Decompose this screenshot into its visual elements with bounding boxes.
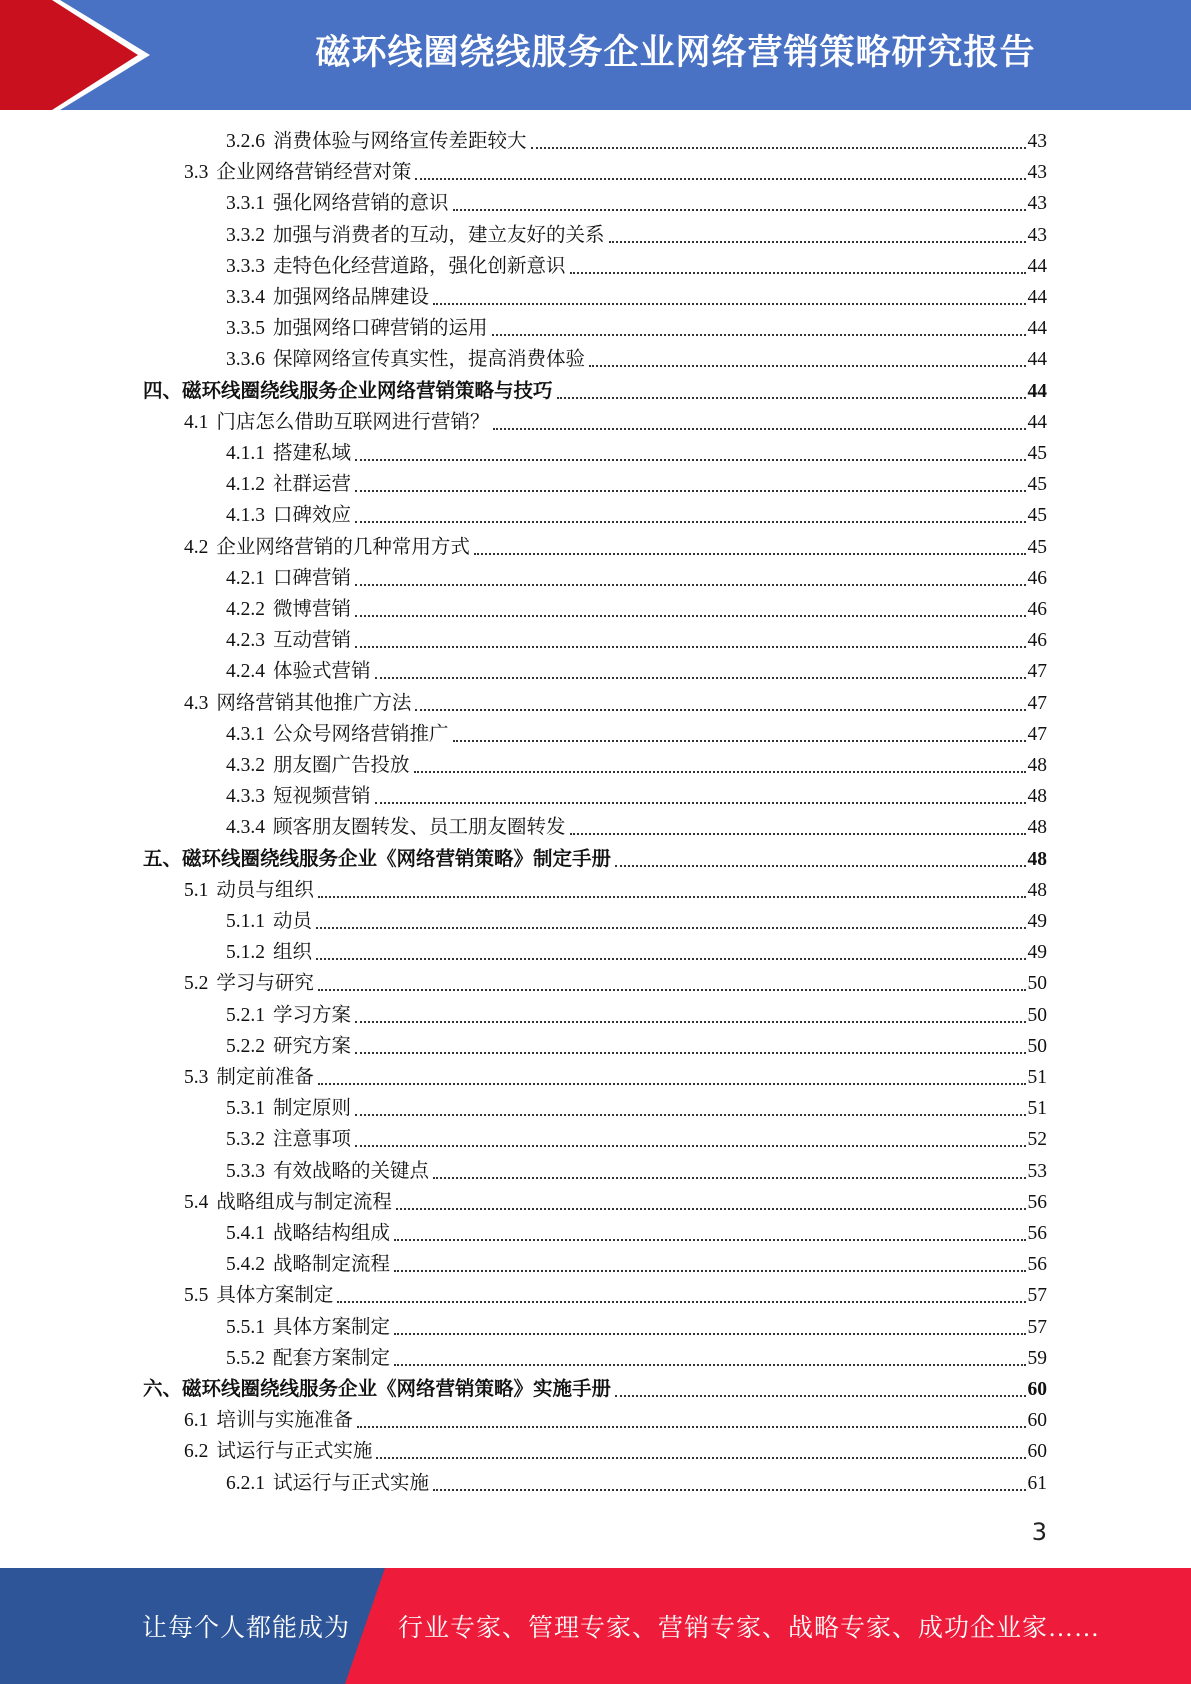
toc-entry-number: 4.1 bbox=[184, 411, 209, 433]
toc-entry[interactable] bbox=[226, 1469, 1047, 1499]
toc-entry-number: 5.3.1 bbox=[226, 1098, 265, 1120]
toc-entry-page: 48 bbox=[1027, 786, 1047, 808]
toc-entry-number: 5.4.2 bbox=[226, 1254, 265, 1276]
toc-entry-title: 试运行与正式实施 bbox=[273, 1472, 430, 1494]
toc-entry-number: 5.5.2 bbox=[226, 1347, 265, 1369]
toc-entry-title: 注意事项 bbox=[273, 1129, 352, 1151]
toc-entry-page: 50 bbox=[1027, 1004, 1047, 1026]
toc-entry-number: 4.3.2 bbox=[226, 755, 265, 776]
toc-entry-number: 5.3.2 bbox=[226, 1129, 265, 1151]
toc-dot-leader bbox=[531, 147, 1026, 149]
toc-entry-title: 动员 bbox=[273, 911, 313, 932]
toc-dot-leader bbox=[615, 865, 1025, 867]
toc-entry[interactable] bbox=[226, 439, 1047, 469]
toc-entry-page: 46 bbox=[1027, 630, 1047, 652]
toc-entry-title: 朋友圈广告投放 bbox=[273, 755, 410, 776]
toc-dot-leader bbox=[570, 833, 1026, 835]
toc-entry[interactable] bbox=[226, 1001, 1047, 1031]
toc-entry-page: 52 bbox=[1027, 1129, 1047, 1151]
toc-entry-number: 六、 bbox=[143, 1379, 183, 1400]
toc-entry-number: 5.2.1 bbox=[226, 1004, 265, 1026]
toc-entry[interactable] bbox=[226, 782, 1047, 812]
toc-entry-title: 有效战略的关键点 bbox=[273, 1160, 430, 1182]
toc-entry-page: 59 bbox=[1027, 1347, 1047, 1369]
toc-entry-number: 5.1 bbox=[184, 879, 209, 901]
toc-entry[interactable] bbox=[226, 189, 1047, 219]
toc-entry-title: 体验式营销 bbox=[273, 661, 371, 683]
toc-entry[interactable] bbox=[184, 876, 1047, 906]
toc-entry-title: 具体方案制定 bbox=[216, 1285, 334, 1307]
toc-entry-page: 47 bbox=[1027, 723, 1047, 745]
toc-entry-number: 4.3.1 bbox=[226, 723, 265, 745]
toc-entry[interactable] bbox=[226, 1125, 1047, 1155]
toc-dot-leader bbox=[357, 1426, 1026, 1428]
toc-entry-title: 战略制定流程 bbox=[273, 1254, 391, 1276]
toc-entry-title: 微博营销 bbox=[273, 599, 352, 620]
toc-entry[interactable] bbox=[143, 845, 1047, 875]
toc-entry[interactable] bbox=[226, 751, 1047, 781]
toc-entry-number: 4.3.3 bbox=[226, 786, 265, 808]
toc-dot-leader bbox=[355, 490, 1025, 492]
toc-entry-page: 43 bbox=[1027, 193, 1047, 215]
toc-entry-title: 强化网络营销的意识 bbox=[273, 193, 449, 215]
toc-dot-leader bbox=[355, 615, 1025, 617]
toc-entry-number: 3.2.6 bbox=[226, 131, 265, 152]
toc-entry-title: 互动营销 bbox=[273, 630, 352, 652]
toc-dot-leader bbox=[396, 1208, 1026, 1210]
toc-entry[interactable] bbox=[184, 1281, 1047, 1311]
toc-entry[interactable] bbox=[184, 533, 1047, 563]
page-header bbox=[0, 0, 1191, 110]
toc-entry[interactable] bbox=[226, 470, 1047, 500]
toc-entry-page: 48 bbox=[1027, 755, 1047, 776]
toc-entry-number: 3.3.4 bbox=[226, 287, 265, 308]
toc-entry-number: 4.3 bbox=[184, 692, 209, 714]
toc-entry-title: 研究方案 bbox=[273, 1035, 352, 1057]
toc-entry-title: 顾客朋友圈转发、员工朋友圈转发 bbox=[273, 817, 566, 839]
toc-entry[interactable] bbox=[184, 1188, 1047, 1218]
toc-entry[interactable] bbox=[184, 158, 1047, 188]
toc-entry-number: 5.2.2 bbox=[226, 1035, 265, 1057]
toc-entry[interactable] bbox=[226, 1032, 1047, 1062]
toc-entry-number: 四、 bbox=[143, 380, 183, 402]
toc-entry-page: 46 bbox=[1027, 567, 1047, 589]
toc-entry-number: 4.3.4 bbox=[226, 817, 265, 839]
toc-entry-number: 6.2 bbox=[184, 1441, 209, 1463]
toc-dot-leader bbox=[355, 646, 1025, 648]
toc-entry-title: 企业网络营销的几种常用方式 bbox=[216, 536, 470, 558]
toc-entry-page: 61 bbox=[1027, 1472, 1047, 1494]
toc-entry-number: 4.2.1 bbox=[226, 567, 265, 589]
toc-entry[interactable] bbox=[184, 689, 1047, 719]
toc-dot-leader bbox=[316, 958, 1025, 960]
toc-dot-leader bbox=[394, 1364, 1025, 1366]
toc-dot-leader bbox=[433, 1489, 1025, 1491]
toc-entry[interactable] bbox=[226, 813, 1047, 843]
toc-entry-title: 培训与实施准备 bbox=[216, 1410, 353, 1432]
toc-entry[interactable] bbox=[226, 1344, 1047, 1374]
toc-entry[interactable] bbox=[226, 1094, 1047, 1124]
toc-entry-number: 5.4.1 bbox=[226, 1223, 265, 1244]
toc-entry[interactable] bbox=[226, 252, 1047, 282]
toc-entry-title: 试运行与正式实施 bbox=[216, 1441, 373, 1463]
toc-entry[interactable] bbox=[226, 626, 1047, 656]
toc-entry-page: 60 bbox=[1027, 1441, 1047, 1463]
toc-entry-title: 口碑营销 bbox=[273, 567, 352, 589]
toc-dot-leader bbox=[492, 334, 1026, 336]
toc-entry[interactable] bbox=[226, 657, 1047, 687]
toc-entry-page: 56 bbox=[1027, 1223, 1047, 1244]
footer-slogan-left: 让每个人都能成为 bbox=[142, 1615, 351, 1642]
toc-dot-leader bbox=[557, 397, 1026, 399]
toc-entry-number: 3.3 bbox=[184, 162, 209, 184]
toc-dot-leader bbox=[493, 428, 1025, 430]
toc-dot-leader bbox=[375, 677, 1026, 679]
footer-slogan-right: 行业专家、管理专家、营销专家、战略专家、成功企业家…… bbox=[398, 1615, 1101, 1642]
toc-dot-leader bbox=[453, 209, 1026, 211]
toc-entry-number: 4.2 bbox=[184, 536, 209, 558]
toc-entry-title: 具体方案制定 bbox=[273, 1316, 391, 1338]
toc-dot-leader bbox=[589, 365, 1025, 367]
toc-dot-leader bbox=[318, 896, 1026, 898]
toc-entry-page: 45 bbox=[1027, 443, 1047, 464]
toc-dot-leader bbox=[355, 1145, 1025, 1147]
toc-dot-leader bbox=[355, 459, 1025, 461]
toc-entry-title: 战略组成与制定流程 bbox=[216, 1191, 392, 1213]
report-title: 磁环线圈绕线服务企业网络营销策略研究报告 bbox=[315, 33, 1036, 73]
page-footer bbox=[0, 1568, 1191, 1684]
toc-entry[interactable] bbox=[226, 720, 1047, 750]
toc-entry[interactable] bbox=[226, 1219, 1047, 1249]
toc-entry-page: 51 bbox=[1027, 1067, 1047, 1088]
toc-entry-page: 44 bbox=[1027, 349, 1047, 371]
toc-entry-page: 47 bbox=[1027, 692, 1047, 714]
toc-entry-title: 公众号网络营销推广 bbox=[273, 723, 449, 745]
toc-entry-title: 口碑效应 bbox=[273, 505, 352, 527]
toc-dot-leader bbox=[355, 521, 1025, 523]
toc-entry-number: 3.3.6 bbox=[226, 349, 265, 371]
toc-entry-title: 短视频营销 bbox=[273, 786, 371, 808]
toc-entry-page: 48 bbox=[1027, 817, 1047, 839]
toc-entry-number: 5.5 bbox=[184, 1285, 209, 1307]
toc-entry-number: 3.3.2 bbox=[226, 224, 265, 246]
toc-dot-leader bbox=[318, 1083, 1026, 1085]
toc-dot-leader bbox=[376, 1457, 1025, 1459]
toc-dot-leader bbox=[355, 1052, 1025, 1054]
toc-entry-number: 4.2.4 bbox=[226, 661, 265, 683]
toc-entry-title: 保障网络宣传真实性，提高消费体验 bbox=[273, 349, 586, 371]
toc-dot-leader bbox=[609, 241, 1026, 243]
toc-dot-leader bbox=[355, 584, 1025, 586]
toc-entry-title: 搭建私域 bbox=[273, 443, 352, 464]
toc-entry-title: 磁环线圈绕线服务企业网络营销策略与技巧 bbox=[182, 380, 553, 402]
toc-entry[interactable] bbox=[184, 1063, 1047, 1093]
toc-entry[interactable] bbox=[184, 408, 1047, 438]
toc-entry-page: 43 bbox=[1027, 224, 1047, 246]
toc-entry[interactable] bbox=[184, 1437, 1047, 1467]
toc-entry-page: 43 bbox=[1027, 162, 1047, 184]
toc-entry-page: 44 bbox=[1027, 255, 1047, 277]
toc-entry-page: 50 bbox=[1027, 1035, 1047, 1057]
toc-dot-leader bbox=[355, 1021, 1025, 1023]
toc-entry-title: 制定前准备 bbox=[216, 1067, 314, 1088]
toc-entry-title: 消费体验与网络宣传差距较大 bbox=[273, 131, 527, 152]
toc-entry-title: 磁环线圈绕线服务企业《网络营销策略》制定手册 bbox=[182, 848, 612, 870]
toc-entry[interactable] bbox=[226, 564, 1047, 594]
toc-entry-page: 60 bbox=[1027, 1410, 1047, 1432]
toc-entry-number: 6.2.1 bbox=[226, 1472, 265, 1494]
toc-entry-page: 45 bbox=[1027, 505, 1047, 527]
toc-entry-page: 43 bbox=[1027, 131, 1047, 152]
toc-entry[interactable] bbox=[226, 1157, 1047, 1187]
toc-entry-number: 4.1.2 bbox=[226, 474, 265, 496]
toc-entry-number: 5.2 bbox=[184, 973, 209, 995]
page-number: 3 bbox=[1031, 1518, 1047, 1546]
toc-entry-page: 44 bbox=[1027, 380, 1047, 402]
toc-entry-page: 48 bbox=[1027, 848, 1047, 870]
toc-entry[interactable] bbox=[226, 314, 1047, 344]
toc-entry-title: 加强网络口碑营销的运用 bbox=[273, 318, 488, 340]
toc-entry[interactable] bbox=[226, 595, 1047, 625]
toc-entry-number: 4.2.3 bbox=[226, 630, 265, 652]
toc-entry-page: 44 bbox=[1027, 411, 1047, 433]
toc-dot-leader bbox=[453, 740, 1026, 742]
toc-entry-title: 磁环线圈绕线服务企业《网络营销策略》实施手册 bbox=[182, 1379, 612, 1400]
toc-entry[interactable] bbox=[226, 907, 1047, 937]
toc-entry-title: 企业网络营销经营对策 bbox=[216, 162, 412, 184]
toc-entry-number: 5.5.1 bbox=[226, 1316, 265, 1338]
toc-entry-number: 五、 bbox=[143, 848, 183, 870]
toc-entry-number: 5.1.2 bbox=[226, 942, 265, 964]
toc-entry-page: 47 bbox=[1027, 661, 1047, 683]
toc-entry[interactable] bbox=[226, 1250, 1047, 1280]
toc-entry[interactable] bbox=[184, 969, 1047, 999]
toc-dot-leader bbox=[394, 1239, 1025, 1241]
toc-entry-page: 50 bbox=[1027, 973, 1047, 995]
toc-entry-title: 加强与消费者的互动，建立友好的关系 bbox=[273, 224, 605, 246]
toc-dot-leader bbox=[355, 1114, 1025, 1116]
toc-entry-page: 56 bbox=[1027, 1191, 1047, 1213]
toc-entry-title: 门店怎么借助互联网进行营销？ bbox=[216, 411, 490, 433]
toc-dot-leader bbox=[615, 1395, 1025, 1397]
toc-entry-number: 5.1.1 bbox=[226, 911, 265, 932]
toc-entry-page: 60 bbox=[1027, 1379, 1047, 1400]
toc-entry-page: 44 bbox=[1027, 287, 1047, 308]
toc-entry[interactable] bbox=[226, 127, 1047, 157]
toc-entry-page: 56 bbox=[1027, 1254, 1047, 1276]
toc-entry-number: 3.3.3 bbox=[226, 255, 265, 277]
toc-dot-leader bbox=[394, 1270, 1025, 1272]
toc-entry[interactable] bbox=[143, 377, 1047, 407]
toc-entry-page: 57 bbox=[1027, 1316, 1047, 1338]
toc-entry[interactable] bbox=[226, 1313, 1047, 1343]
toc-entry-number: 3.3.1 bbox=[226, 193, 265, 215]
toc-dot-leader bbox=[415, 178, 1025, 180]
toc-dot-leader bbox=[318, 989, 1026, 991]
toc-dot-leader bbox=[433, 303, 1025, 305]
toc-entry-page: 49 bbox=[1027, 942, 1047, 964]
toc-entry-title: 学习与研究 bbox=[216, 973, 314, 995]
toc-entry[interactable] bbox=[226, 283, 1047, 313]
toc-entry-page: 49 bbox=[1027, 911, 1047, 932]
toc-entry-page: 51 bbox=[1027, 1098, 1047, 1120]
toc-entry-number: 4.1.3 bbox=[226, 505, 265, 527]
toc-entry-title: 走特色化经营道路，强化创新意识 bbox=[273, 255, 566, 277]
toc-entry-number: 4.2.2 bbox=[226, 599, 265, 620]
toc-entry-page: 45 bbox=[1027, 536, 1047, 558]
toc-entry-page: 53 bbox=[1027, 1160, 1047, 1182]
toc-entry-title: 组织 bbox=[273, 942, 313, 964]
toc-dot-leader bbox=[337, 1301, 1025, 1303]
toc-entry-page: 57 bbox=[1027, 1285, 1047, 1307]
toc-entry-title: 战略结构组成 bbox=[273, 1223, 391, 1244]
toc-entry-number: 5.4 bbox=[184, 1191, 209, 1213]
toc-dot-leader bbox=[316, 927, 1025, 929]
toc-entry-page: 46 bbox=[1027, 599, 1047, 620]
toc-entry-number: 3.3.5 bbox=[226, 318, 265, 340]
toc-entry-page: 45 bbox=[1027, 474, 1047, 496]
red-chevron-icon bbox=[0, 0, 160, 110]
toc-dot-leader bbox=[375, 802, 1026, 804]
toc-entry-number: 5.3 bbox=[184, 1067, 209, 1088]
toc-entry-title: 网络营销其他推广方法 bbox=[216, 692, 412, 714]
toc-entry-title: 学习方案 bbox=[273, 1004, 352, 1026]
toc-entry-title: 加强网络品牌建设 bbox=[273, 287, 430, 308]
toc-entry-number: 4.1.1 bbox=[226, 443, 265, 464]
toc-entry-page: 44 bbox=[1027, 318, 1047, 340]
toc-entry[interactable] bbox=[226, 501, 1047, 531]
toc-entry-number: 5.3.3 bbox=[226, 1160, 265, 1182]
toc-entry-title: 社群运营 bbox=[273, 474, 352, 496]
toc-entry-number: 6.1 bbox=[184, 1410, 209, 1432]
toc-entry-page: 48 bbox=[1027, 879, 1047, 901]
toc-entry-title: 配套方案制定 bbox=[273, 1347, 391, 1369]
toc-dot-leader bbox=[474, 553, 1026, 555]
toc-entry[interactable] bbox=[226, 345, 1047, 375]
toc-entry-title: 制定原则 bbox=[273, 1098, 352, 1120]
toc-dot-leader bbox=[414, 771, 1026, 773]
toc-entry[interactable] bbox=[184, 1406, 1047, 1436]
toc-dot-leader bbox=[415, 709, 1025, 711]
toc-dot-leader bbox=[433, 1177, 1025, 1179]
toc-entry[interactable] bbox=[226, 938, 1047, 968]
toc-dot-leader bbox=[394, 1333, 1025, 1335]
toc-entry[interactable] bbox=[226, 221, 1047, 251]
toc-entry-title: 动员与组织 bbox=[216, 879, 314, 901]
toc-entry[interactable] bbox=[143, 1375, 1047, 1405]
toc-dot-leader bbox=[570, 272, 1026, 274]
